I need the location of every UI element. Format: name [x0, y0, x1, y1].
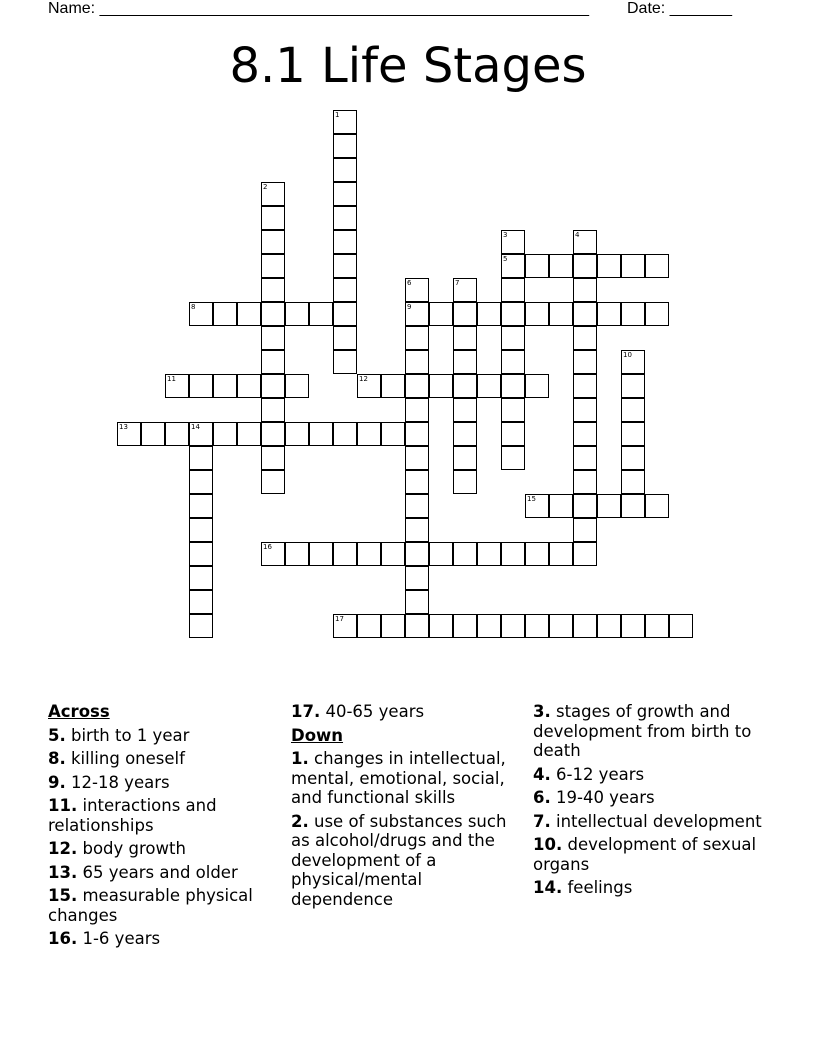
clue-number: 5 — [503, 255, 508, 263]
clue-text: 19-40 years — [550, 788, 655, 807]
clue-item — [533, 788, 769, 808]
crossword-cell[interactable] — [501, 350, 525, 374]
crossword-cell[interactable] — [645, 302, 669, 326]
crossword-cell[interactable] — [453, 374, 477, 398]
crossword-cell[interactable] — [453, 542, 477, 566]
clue-text: development of sexual organs — [533, 835, 757, 874]
crossword-cell[interactable] — [621, 614, 645, 638]
crossword-cell[interactable] — [261, 350, 285, 374]
crossword-cell[interactable] — [573, 398, 597, 422]
crossword-cell[interactable] — [621, 302, 645, 326]
crossword-cell[interactable] — [333, 422, 357, 446]
crossword-cell[interactable] — [525, 542, 549, 566]
crossword-cell[interactable] — [525, 302, 549, 326]
crossword-cell[interactable] — [453, 302, 477, 326]
crossword-cell[interactable] — [189, 542, 213, 566]
crossword-cell[interactable] — [549, 542, 573, 566]
clue-number: 12. — [48, 839, 78, 858]
crossword-cell[interactable] — [573, 542, 597, 566]
crossword-cell[interactable] — [309, 542, 333, 566]
clue-item — [533, 812, 769, 832]
clue-number: 6 — [407, 279, 412, 287]
crossword-cell[interactable] — [405, 302, 429, 326]
clue-text: 12-18 years — [65, 772, 170, 792]
crossword-cell[interactable] — [213, 302, 237, 326]
clue-number: 15. — [48, 886, 78, 905]
section-heading: Across — [48, 702, 110, 721]
crossword-cell[interactable] — [501, 254, 525, 278]
clue-number: 2. — [291, 811, 309, 831]
clue-number: 8. — [48, 749, 66, 768]
crossword-cell[interactable] — [573, 470, 597, 494]
crossword-cell[interactable] — [501, 302, 525, 326]
crossword-cell[interactable] — [597, 494, 621, 518]
crossword-cell[interactable] — [597, 254, 621, 278]
crossword-cell[interactable] — [333, 350, 357, 374]
crossword-cell[interactable] — [261, 422, 285, 446]
clue-text: use of substances such as alcohol/drugs and the development of a physical/mental dependence — [291, 811, 507, 909]
clue-text: interactions and relationships — [48, 796, 217, 835]
clue-number: 5. — [48, 725, 66, 745]
crossword-cell[interactable] — [621, 494, 645, 518]
crossword-cell[interactable] — [525, 494, 549, 518]
clue-text: changes in intellectual, mental, emotional, social, and functional skills — [291, 749, 506, 807]
clue-number: 11. — [48, 796, 78, 815]
crossword-cell[interactable] — [405, 350, 429, 374]
clue-text: 1-6 years — [77, 929, 161, 948]
crossword-cell[interactable] — [621, 398, 645, 422]
crossword-cell[interactable] — [501, 230, 525, 254]
crossword-cell[interactable] — [213, 422, 237, 446]
clue-text: 65 years and older — [77, 862, 238, 882]
crossword-cell[interactable] — [549, 614, 573, 638]
crossword-cell[interactable] — [333, 182, 357, 206]
clue-number: 10 — [623, 351, 632, 359]
crossword-cell[interactable] — [141, 422, 165, 446]
crossword-cell[interactable] — [357, 542, 381, 566]
clue-item — [291, 812, 527, 910]
crossword-cell[interactable] — [237, 422, 261, 446]
clue-number: 2 — [263, 183, 268, 191]
name-field-label: Name: _______________________________________________________ — [48, 0, 589, 17]
crossword-cell[interactable] — [453, 398, 477, 422]
crossword-cell[interactable] — [453, 350, 477, 374]
crossword-cell[interactable] — [117, 422, 141, 446]
page-title: 8.1 Life Stages — [229, 38, 587, 94]
crossword-cell[interactable] — [261, 398, 285, 422]
crossword-cell[interactable] — [453, 614, 477, 638]
crossword-cell[interactable] — [549, 302, 573, 326]
crossword-cell[interactable] — [525, 374, 549, 398]
crossword-cell[interactable] — [645, 614, 669, 638]
crossword-cell[interactable] — [405, 326, 429, 350]
clues-column-2 — [291, 702, 527, 913]
clue-item — [48, 886, 284, 925]
crossword-cell[interactable] — [261, 206, 285, 230]
crossword-cell[interactable] — [261, 302, 285, 326]
crossword-cell[interactable] — [621, 422, 645, 446]
clue-number: 9 — [407, 303, 412, 311]
clue-item — [48, 796, 284, 835]
clue-number: 16 — [263, 543, 272, 551]
crossword-cell[interactable] — [597, 302, 621, 326]
crossword-cell[interactable] — [189, 470, 213, 494]
crossword-cell[interactable] — [165, 374, 189, 398]
crossword-cell[interactable] — [261, 182, 285, 206]
crossword-cell[interactable] — [237, 374, 261, 398]
crossword-cell[interactable] — [381, 542, 405, 566]
crossword-cell[interactable] — [189, 446, 213, 470]
crossword-cell[interactable] — [453, 446, 477, 470]
crossword-cell[interactable] — [501, 398, 525, 422]
clue-item — [291, 702, 527, 722]
crossword-cell[interactable] — [189, 374, 213, 398]
crossword-cell[interactable] — [189, 614, 213, 638]
crossword-cell[interactable] — [405, 542, 429, 566]
clues-column-1 — [48, 702, 284, 953]
crossword-cell[interactable] — [573, 614, 597, 638]
clue-text: body growth — [77, 839, 186, 858]
clue-item — [533, 765, 769, 785]
crossword-cell[interactable] — [261, 446, 285, 470]
crossword-cell[interactable] — [429, 374, 453, 398]
crossword-cell[interactable] — [453, 470, 477, 494]
crossword-cell[interactable] — [573, 302, 597, 326]
clue-number: 3. — [533, 702, 551, 721]
crossword-cell[interactable] — [429, 542, 453, 566]
crossword-cell[interactable] — [357, 422, 381, 446]
crossword-cell[interactable] — [261, 374, 285, 398]
crossword-cell[interactable] — [573, 446, 597, 470]
crossword-cell[interactable] — [501, 326, 525, 350]
clue-number: 4. — [533, 764, 551, 784]
crossword-cell[interactable] — [405, 446, 429, 470]
crossword-cell[interactable] — [453, 278, 477, 302]
clue-text: killing oneself — [65, 749, 185, 768]
crossword-cell[interactable] — [477, 374, 501, 398]
crossword-cell[interactable] — [501, 614, 525, 638]
clue-number: 7 — [455, 279, 460, 287]
crossword-cell[interactable] — [309, 302, 333, 326]
crossword-cell[interactable] — [333, 230, 357, 254]
clue-item — [533, 835, 769, 874]
clue-item — [48, 839, 284, 859]
crossword-cell[interactable] — [285, 422, 309, 446]
clue-number: 4 — [575, 231, 580, 239]
crossword-cell[interactable] — [405, 566, 429, 590]
clue-number: 15 — [527, 495, 536, 503]
crossword-cell[interactable] — [405, 470, 429, 494]
crossword-cell[interactable] — [405, 422, 429, 446]
crossword-cell[interactable] — [501, 278, 525, 302]
clue-item — [291, 749, 527, 808]
crossword-cell[interactable] — [285, 542, 309, 566]
crossword-cell[interactable] — [621, 350, 645, 374]
crossword-cell[interactable] — [573, 230, 597, 254]
crossword-cell[interactable] — [669, 614, 693, 638]
crossword-cell[interactable] — [261, 278, 285, 302]
crossword-cell[interactable] — [213, 374, 237, 398]
crossword-cell[interactable] — [309, 422, 333, 446]
crossword-cell[interactable] — [381, 374, 405, 398]
crossword-cell[interactable] — [333, 278, 357, 302]
clue-text: feelings — [562, 878, 633, 897]
crossword-cell[interactable] — [453, 326, 477, 350]
crossword-cell[interactable] — [573, 518, 597, 542]
clue-item — [48, 726, 284, 746]
crossword-cell[interactable] — [285, 374, 309, 398]
crossword-cell[interactable] — [189, 590, 213, 614]
crossword-cell[interactable] — [453, 422, 477, 446]
crossword-cell[interactable] — [405, 278, 429, 302]
crossword-cell[interactable] — [573, 374, 597, 398]
crossword-cell[interactable] — [189, 494, 213, 518]
clue-item — [533, 878, 769, 898]
section-heading: Down — [291, 725, 344, 745]
crossword-cell[interactable] — [573, 350, 597, 374]
crossword-cell[interactable] — [189, 518, 213, 542]
crossword-cell[interactable] — [501, 446, 525, 470]
crossword-cell[interactable] — [597, 614, 621, 638]
crossword-cell[interactable] — [261, 230, 285, 254]
crossword-cell[interactable] — [573, 326, 597, 350]
crossword-cell[interactable] — [333, 254, 357, 278]
clue-item — [48, 773, 284, 793]
crossword-cell[interactable] — [333, 326, 357, 350]
crossword-cell[interactable] — [189, 422, 213, 446]
crossword-cell[interactable] — [381, 422, 405, 446]
clue-item — [533, 702, 769, 761]
clue-item — [48, 863, 284, 883]
clue-number: 1. — [291, 749, 309, 768]
clue-number: 17 — [335, 615, 344, 623]
crossword-cell[interactable] — [429, 302, 453, 326]
crossword-cell[interactable] — [333, 134, 357, 158]
crossword-cell[interactable] — [477, 542, 501, 566]
crossword-cell[interactable] — [165, 422, 189, 446]
crossword-cell[interactable] — [645, 494, 669, 518]
crossword-cell[interactable] — [357, 614, 381, 638]
clue-number: 7. — [533, 811, 551, 831]
clue-text: intellectual development — [550, 811, 762, 831]
clue-item — [48, 929, 284, 949]
crossword-cell[interactable] — [573, 254, 597, 278]
clue-text: 6-12 years — [550, 764, 645, 784]
crossword-cell[interactable] — [189, 566, 213, 590]
clues-column-3 — [533, 702, 769, 902]
clue-text: birth to 1 year — [65, 725, 190, 745]
clue-number: 12 — [359, 375, 368, 383]
clue-number: 17. — [291, 702, 321, 721]
crossword-cell[interactable] — [333, 206, 357, 230]
clue-number: 1 — [335, 111, 340, 119]
clue-number: 10. — [533, 835, 563, 854]
crossword-cell[interactable] — [621, 254, 645, 278]
crossword-cell[interactable] — [429, 614, 453, 638]
clue-text: stages of growth and development from birth to death — [533, 702, 752, 760]
crossword-cell[interactable] — [381, 614, 405, 638]
crossword-cell[interactable] — [333, 302, 357, 326]
date-field-label: Date: _______ — [627, 0, 732, 17]
crossword-cell[interactable] — [573, 278, 597, 302]
crossword-cell[interactable] — [501, 542, 525, 566]
crossword-cell[interactable] — [405, 494, 429, 518]
crossword-cell[interactable] — [357, 374, 381, 398]
crossword-cell[interactable] — [525, 254, 549, 278]
crossword-cell[interactable] — [333, 614, 357, 638]
crossword-cell[interactable] — [525, 614, 549, 638]
clue-number: 9. — [48, 772, 66, 792]
crossword-cell[interactable] — [261, 254, 285, 278]
crossword-cell[interactable] — [549, 494, 573, 518]
clue-text: measurable physical changes — [48, 886, 253, 925]
crossword-cell[interactable] — [501, 422, 525, 446]
crossword-cell[interactable] — [237, 302, 261, 326]
crossword-cell[interactable] — [573, 422, 597, 446]
clue-number: 11 — [167, 375, 176, 383]
clue-number: 13. — [48, 862, 78, 882]
crossword-cell[interactable] — [405, 590, 429, 614]
clue-number: 14. — [533, 878, 563, 897]
crossword-cell[interactable] — [405, 614, 429, 638]
crossword-cell[interactable] — [645, 254, 669, 278]
crossword-cell[interactable] — [573, 494, 597, 518]
crossword-cell[interactable] — [621, 374, 645, 398]
clue-number: 13 — [119, 423, 128, 431]
clue-number: 6. — [533, 788, 551, 807]
crossword-cell[interactable] — [261, 542, 285, 566]
crossword-cell[interactable] — [189, 302, 213, 326]
clue-number: 14 — [191, 423, 200, 431]
crossword-cell[interactable] — [261, 326, 285, 350]
crossword-cell[interactable] — [621, 470, 645, 494]
crossword-cell[interactable] — [477, 302, 501, 326]
crossword-cell[interactable] — [261, 470, 285, 494]
crossword-cell[interactable] — [405, 518, 429, 542]
clue-number: 16. — [48, 929, 78, 948]
crossword-cell[interactable] — [405, 374, 429, 398]
crossword-cell[interactable] — [333, 158, 357, 182]
crossword-cell[interactable] — [501, 374, 525, 398]
clue-text: 40-65 years — [320, 702, 425, 721]
crossword-cell[interactable] — [477, 614, 501, 638]
crossword-cell[interactable] — [549, 254, 573, 278]
clue-number: 8 — [191, 303, 196, 311]
clue-item — [48, 749, 284, 769]
crossword-cell[interactable] — [333, 542, 357, 566]
crossword-cell[interactable] — [333, 110, 357, 134]
clue-number: 3 — [503, 231, 508, 239]
crossword-cell[interactable] — [285, 302, 309, 326]
crossword-cell[interactable] — [405, 398, 429, 422]
crossword-cell[interactable] — [621, 446, 645, 470]
